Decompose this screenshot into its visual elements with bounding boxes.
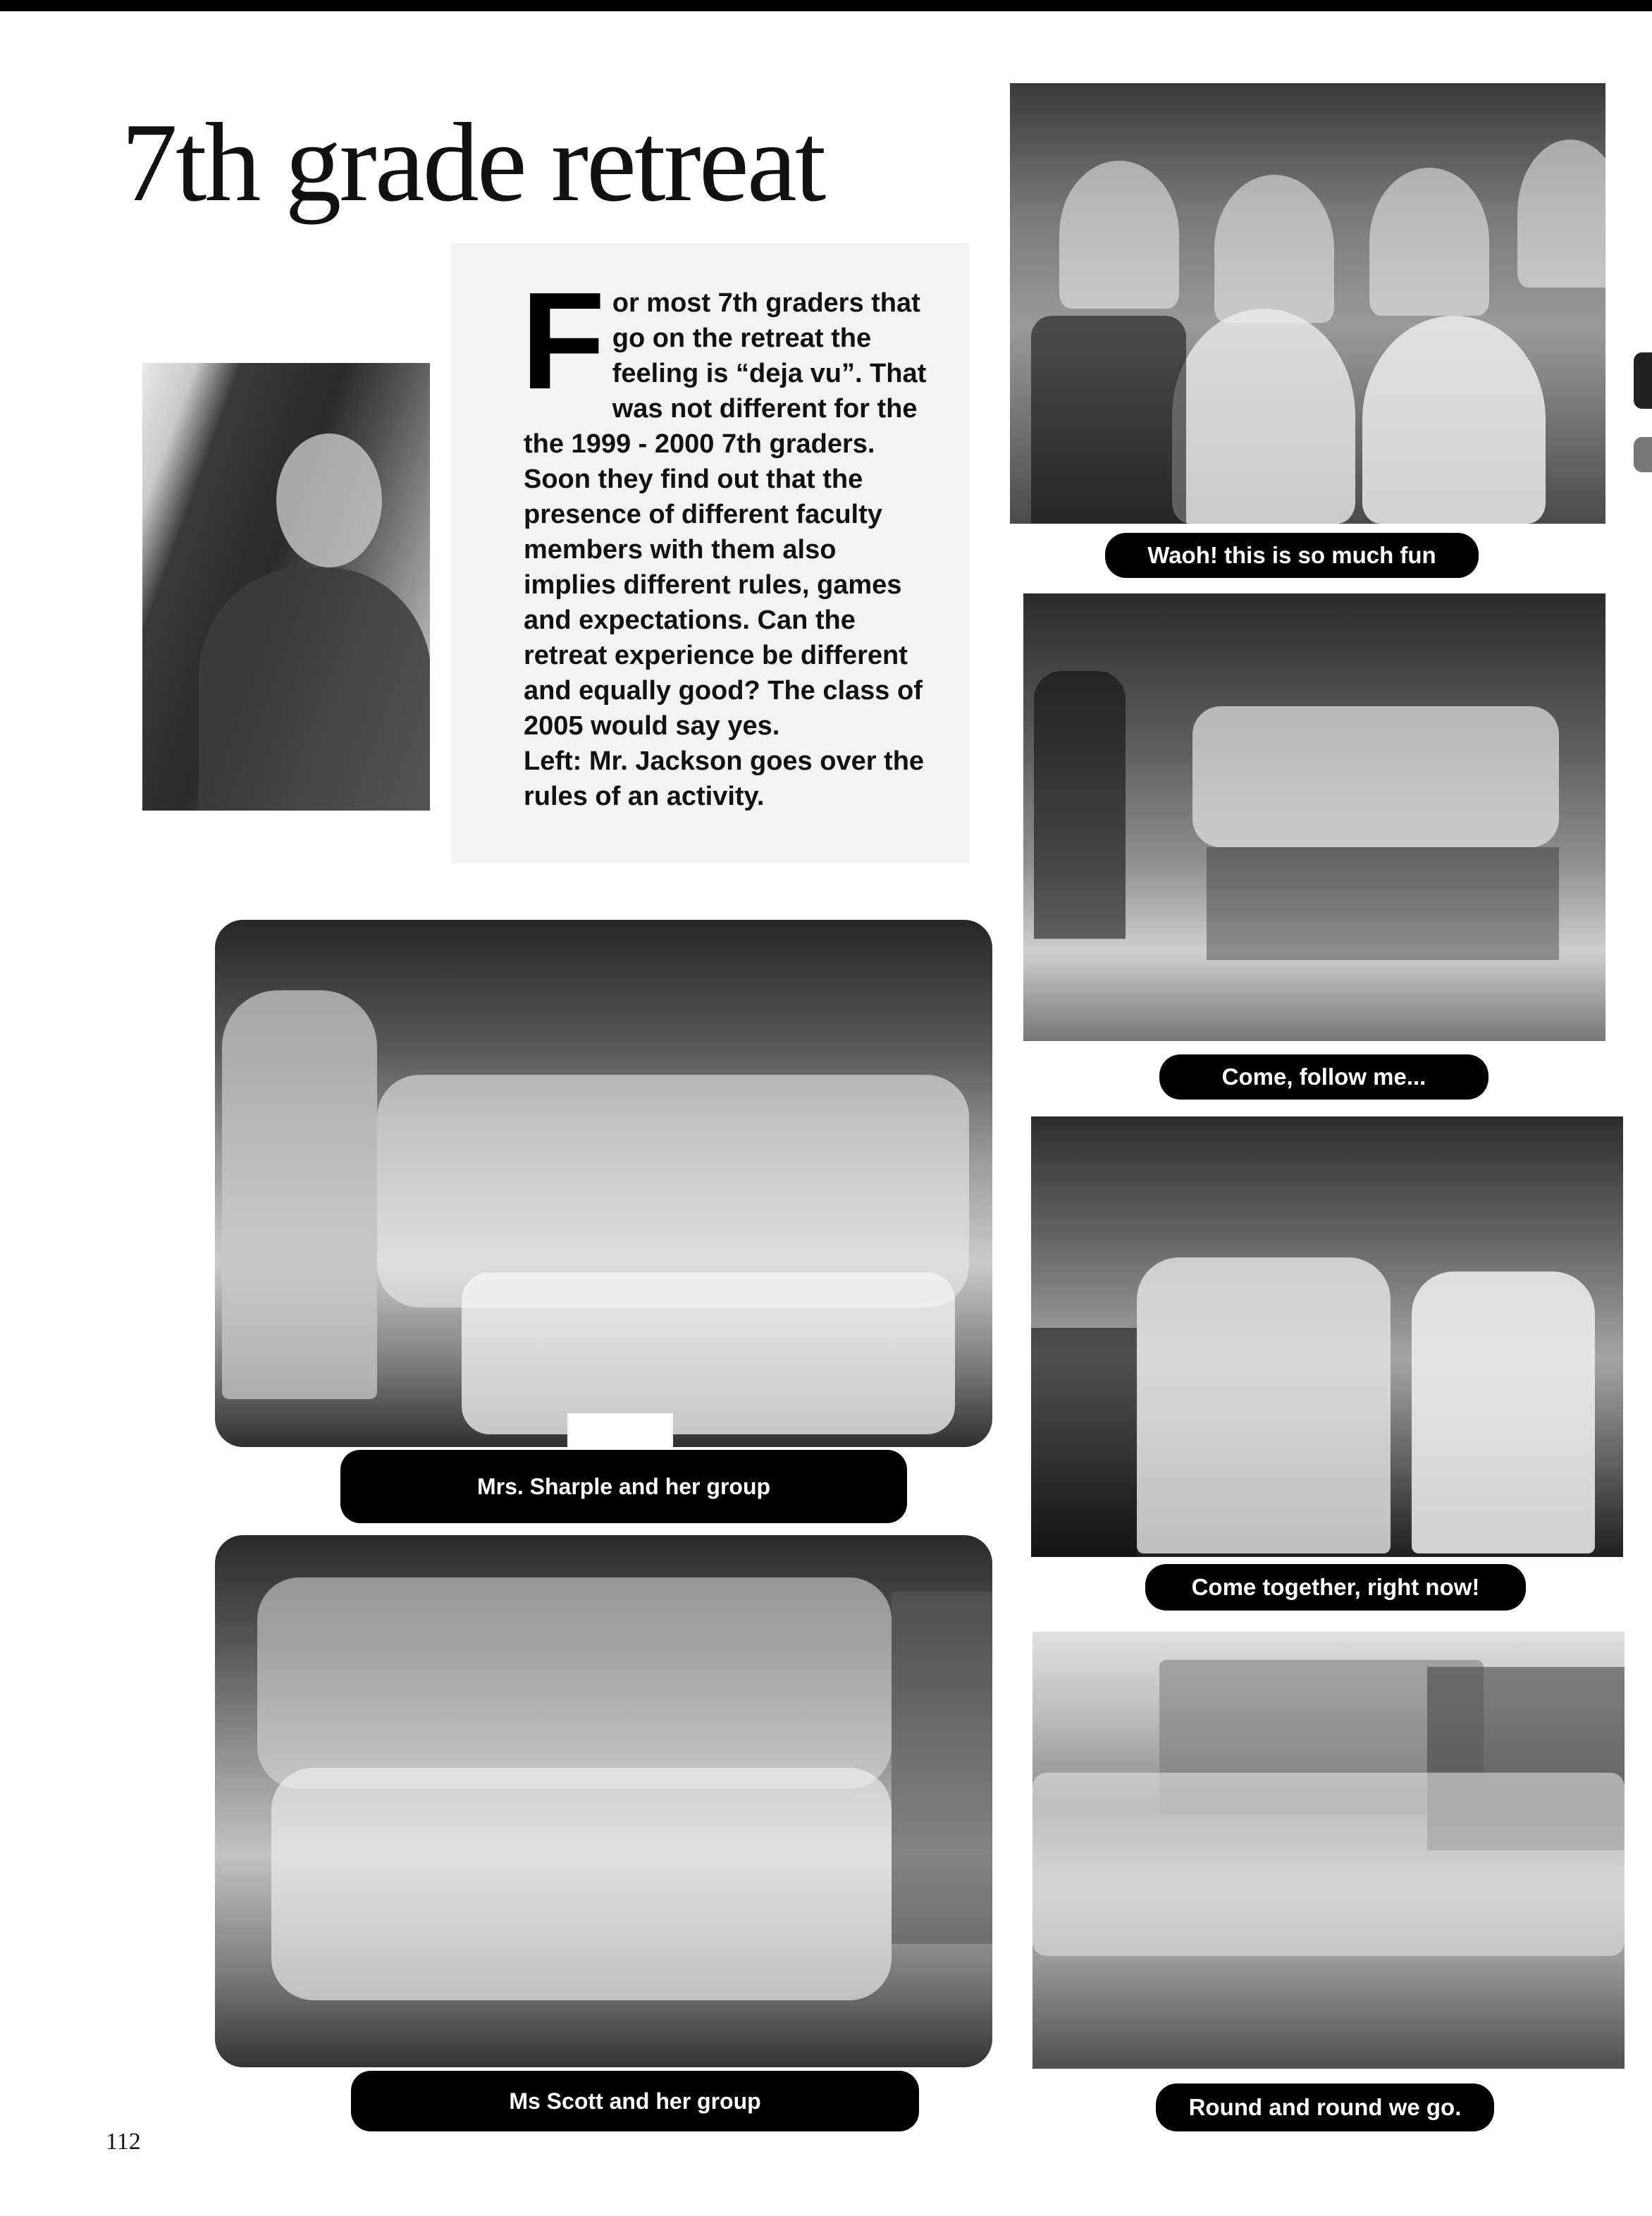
photo-round-and-round (1032, 1632, 1625, 2069)
caption-pill-photo-2: Come, follow me... (1159, 1054, 1488, 1100)
photo-come-together (1031, 1116, 1623, 1557)
top-border (0, 0, 1652, 11)
edge-tab-mark (1634, 352, 1652, 409)
edge-tab-mark-small (1634, 437, 1652, 472)
page-number: 112 (106, 2129, 141, 2155)
caption-pill-group-1: Mrs. Sharple and her group (340, 1450, 907, 1523)
jackson-photo-caption: Left: Mr. Jackson goes over the rules of an activity. (524, 746, 925, 811)
intro-text-block (521, 264, 932, 814)
caption-pill-photo-1: Waoh! this is so much fun (1105, 533, 1479, 578)
photo-girls-usa (1010, 83, 1605, 524)
intro-body: or most 7th graders that go on the retreat the feeling is “deja vu”. That was not different for the the 1999 - 2000 7th graders. Soon they find out that the presence of different faculty members with them also implies different rules, games and expectations. Can the retreat experience be different and equally good? The class of 2005 would say yes. (524, 288, 927, 741)
caption-pill-photo-4: Round and round we go. (1156, 2083, 1494, 2131)
caption-pill-photo-3: Come together, right now! (1145, 1564, 1526, 1611)
photo-mrs-sharple-group (215, 920, 992, 1447)
caption-pill-group-2: Ms Scott and her group (351, 2071, 919, 2131)
photo-mr-jackson (142, 363, 430, 811)
page-title: 7th grade retreat (121, 99, 825, 225)
photo-follow-line (1023, 593, 1605, 1041)
drop-cap: F (521, 264, 605, 418)
photo-ms-scott-group (215, 1535, 992, 2067)
